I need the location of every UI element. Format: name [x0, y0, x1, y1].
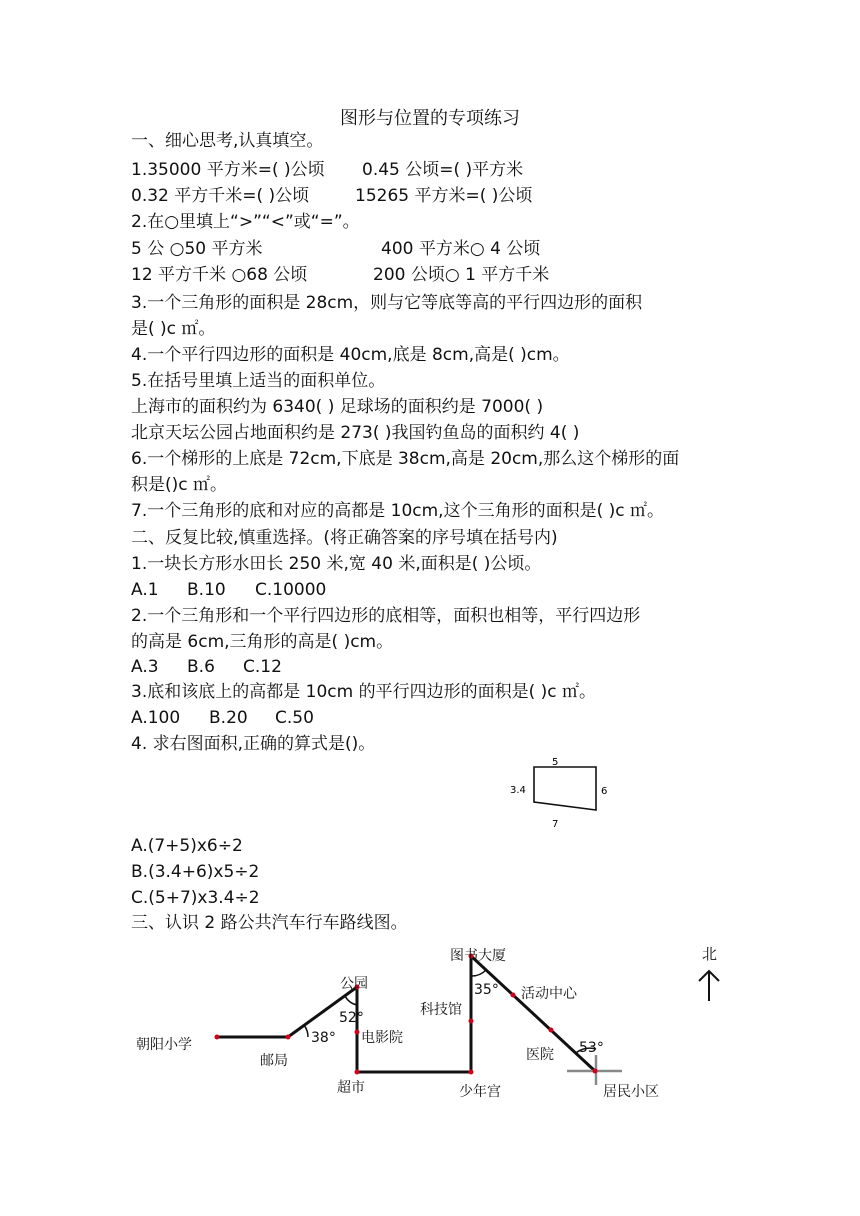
label-park: 公园 — [340, 976, 368, 992]
q7: 7.一个三角形的底和对应的高都是 10cm,这个三角形的面积是( )c ㎡。 — [131, 501, 664, 521]
label-tech: 科技馆 — [420, 1002, 462, 1018]
section1-heading: 一、细心思考,认真填空。 — [131, 131, 324, 151]
stop-market-dot — [355, 1070, 360, 1075]
stop-hospital-dot — [549, 1028, 554, 1033]
label-residential: 居民小区 — [603, 1084, 659, 1100]
q6-line1: 6.一个梯形的上底是 72cm,下底是 38cm,高是 20cm,那么这个梯形的面 — [131, 449, 680, 469]
option-c: C.12 — [243, 657, 282, 677]
label-activity: 活动中心 — [521, 986, 577, 1002]
trapezoid-left-label: 3.4 — [510, 785, 526, 796]
arc-52 — [345, 996, 357, 1005]
trapezoid-bottom-label: 7 — [552, 819, 559, 830]
option-c: C.10000 — [255, 580, 327, 600]
option-a: A.3 — [131, 657, 159, 677]
option-c: C.50 — [275, 708, 314, 728]
q2b: 400 平方米○ 4 公顷 — [381, 239, 541, 259]
label-library: 图书大厦 — [450, 948, 506, 964]
label-hospital: 医院 — [526, 1047, 554, 1063]
q6-line2: 积是()c ㎡。 — [131, 475, 228, 495]
s2-q3-options — [131, 707, 314, 729]
label-market: 超市 — [337, 1080, 365, 1096]
q4: 4.一个平行四边形的面积是 40cm,底是 8cm,高是( )cm。 — [131, 345, 570, 365]
s2-q1: 1.一块长方形水田长 250 米,宽 40 米,面积是( )公顷。 — [131, 554, 542, 574]
stop-youth-dot — [469, 1070, 474, 1075]
q5a: 上海市的面积约为 6340( ) 足球场的面积约是 7000( ) — [131, 397, 544, 417]
stop-tech-dot — [469, 1019, 474, 1024]
arc-38 — [304, 1025, 308, 1037]
q3-line2: 是( )c ㎡。 — [131, 319, 216, 339]
page-title: 图形与位置的专项练习 — [340, 108, 520, 129]
trapezoid-shape — [534, 767, 596, 810]
s2-q2-options — [131, 656, 282, 678]
stop-post-dot — [286, 1035, 291, 1040]
q2d: 200 公顷○ 1 平方千米 — [373, 265, 550, 285]
stop-school-dot — [215, 1035, 220, 1040]
s2-q3: 3.底和该底上的高都是 10cm 的平行四边形的面积是( )c ㎡。 — [131, 682, 596, 702]
bus-route-map — [0, 935, 860, 1110]
north-label: 北 — [702, 945, 718, 963]
q3-line1: 3.一个三角形的面积是 28cm，则与它等底等高的平行四边形的面积 — [131, 293, 643, 313]
option-b: B.20 — [209, 708, 248, 728]
q2a: 5 公 ○50 平方米 — [131, 239, 263, 259]
q5: 5.在括号里填上适当的面积单位。 — [131, 371, 386, 391]
angle-label-35: 35° — [474, 982, 499, 998]
q2: 2.在○里填上“>”“<”或“=”。 — [131, 212, 360, 232]
trapezoid-right-label: 6 — [601, 786, 608, 797]
q1d: 15265 平方米=( )公顷 — [355, 186, 533, 206]
option-a: A.1 — [131, 580, 159, 600]
label-cinema: 电影院 — [361, 1030, 403, 1046]
s2-q2-line1: 2.一个三角形和一个平行四边形的底相等，面积也相等，平行四边形 — [131, 606, 641, 626]
q1a: 1.35000 平方米=( )公顷 — [131, 160, 325, 180]
section2-heading: 二、反复比较,慎重选择。(将正确答案的序号填在括号内) — [131, 528, 558, 548]
option-b: B.10 — [187, 580, 226, 600]
option-a: A.100 — [131, 708, 181, 728]
option-b: B.6 — [187, 657, 215, 677]
s2-q4-option-c: C.(5+7)x3.4÷2 — [131, 888, 260, 908]
trapezoid-figure — [500, 752, 620, 836]
stop-residential-dot — [593, 1069, 598, 1074]
north-arrow-icon — [699, 971, 719, 1001]
arc-35 — [471, 970, 486, 976]
stop-activity-dot — [511, 993, 516, 998]
s2-q4: 4. 求右图面积,正确的算式是()。 — [131, 734, 376, 754]
label-school: 朝阳小学 — [136, 1037, 192, 1053]
stop-cinema-dot — [355, 1030, 360, 1035]
trapezoid-top-label: 5 — [552, 757, 559, 768]
q1c: 0.32 平方千米=( )公顷 — [131, 186, 310, 206]
q5b: 北京天坛公园占地面积约是 273( )我国钓鱼岛的面积约 4( ) — [131, 423, 580, 443]
angle-label-53: 53° — [579, 1040, 604, 1056]
label-post: 邮局 — [260, 1053, 288, 1069]
q1b: 0.45 公顷=( )平方米 — [362, 160, 524, 180]
s2-q1-options — [131, 579, 326, 601]
label-youth: 少年宫 — [459, 1084, 501, 1100]
q2c: 12 平方千米 ○68 公顷 — [131, 265, 308, 285]
s2-q4-option-a: A.(7+5)x6÷2 — [131, 836, 243, 856]
s2-q4-option-b: B.(3.4+6)x5÷2 — [131, 862, 260, 882]
section3-heading: 三、认识 2 路公共汽车行车路线图。 — [131, 913, 408, 933]
s2-q2-line2: 的高是 6cm,三角形的高是( )cm。 — [131, 632, 394, 652]
angle-label-52: 52° — [339, 1010, 364, 1026]
angle-label-38: 38° — [311, 1030, 336, 1046]
